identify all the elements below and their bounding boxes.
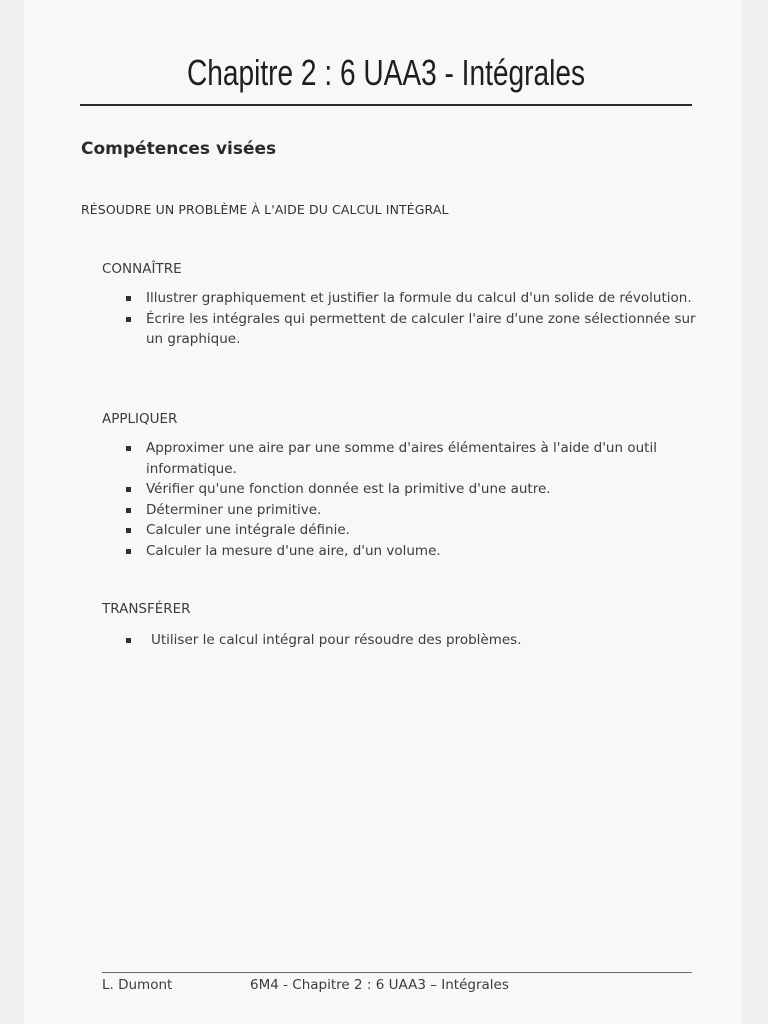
bullet-icon [126, 446, 131, 451]
bullet-icon [126, 638, 131, 643]
bullet-icon [126, 528, 131, 533]
list-item [124, 438, 699, 479]
section-heading: Compétences visées [81, 139, 277, 159]
bullet-icon [126, 508, 131, 513]
list-item-text: Approximer une aire par une somme d'aires élémentaires à l'aide d'un outil informatique. [146, 440, 657, 477]
list-appliquer [124, 438, 699, 561]
bullet-icon [126, 549, 131, 554]
list-transferer [124, 630, 699, 651]
footer-rule [102, 972, 692, 973]
list-item-text: Déterminer une primitive. [146, 501, 322, 518]
group-label-appliquer: APPLIQUER [102, 411, 178, 427]
list-item [124, 630, 699, 651]
list-item [124, 288, 699, 309]
footer-course: 6M4 - Chapitre 2 : 6 UAA3 – Intégrales [250, 977, 509, 993]
page-title: Chapitre 2 : 6 UAA3 - Intégrales [186, 52, 585, 93]
list-item [124, 541, 699, 562]
list-item-text: Vérifier qu'une fonction donnée est la primitive d'une autre. [146, 481, 551, 497]
bullet-icon [126, 317, 131, 322]
group-label-transferer: TRANSFÉRER [102, 601, 191, 617]
list-item-text: Calculer une intégrale définie. [146, 522, 350, 538]
bullet-icon [126, 487, 131, 492]
list-item-text: Illustrer graphiquement et justifier la formule du calcul d'un solide de révolution. [146, 290, 692, 306]
group-label-connaitre: CONNAÎTRE [102, 261, 182, 277]
title-underline [80, 104, 692, 106]
list-item [124, 500, 699, 521]
list-connaitre [124, 288, 699, 350]
footer-author: L. Dumont [102, 977, 173, 993]
bullet-icon [126, 296, 131, 301]
competence-subtitle: RÉSOUDRE UN PROBLÈME À L'AIDE DU CALCUL INTÉGRAL [81, 202, 449, 217]
list-item [124, 309, 699, 350]
list-item-text: Écrire les intégrales qui permettent de calculer l'aire d'une zone sélectionnée sur un graphique. [146, 310, 696, 347]
list-item [124, 520, 699, 541]
list-item [124, 479, 699, 500]
list-item-text: Calculer la mesure d'une aire, d'un volume. [146, 542, 441, 559]
list-item-text: Utiliser le calcul intégral pour résoudre des problèmes. [151, 632, 522, 648]
